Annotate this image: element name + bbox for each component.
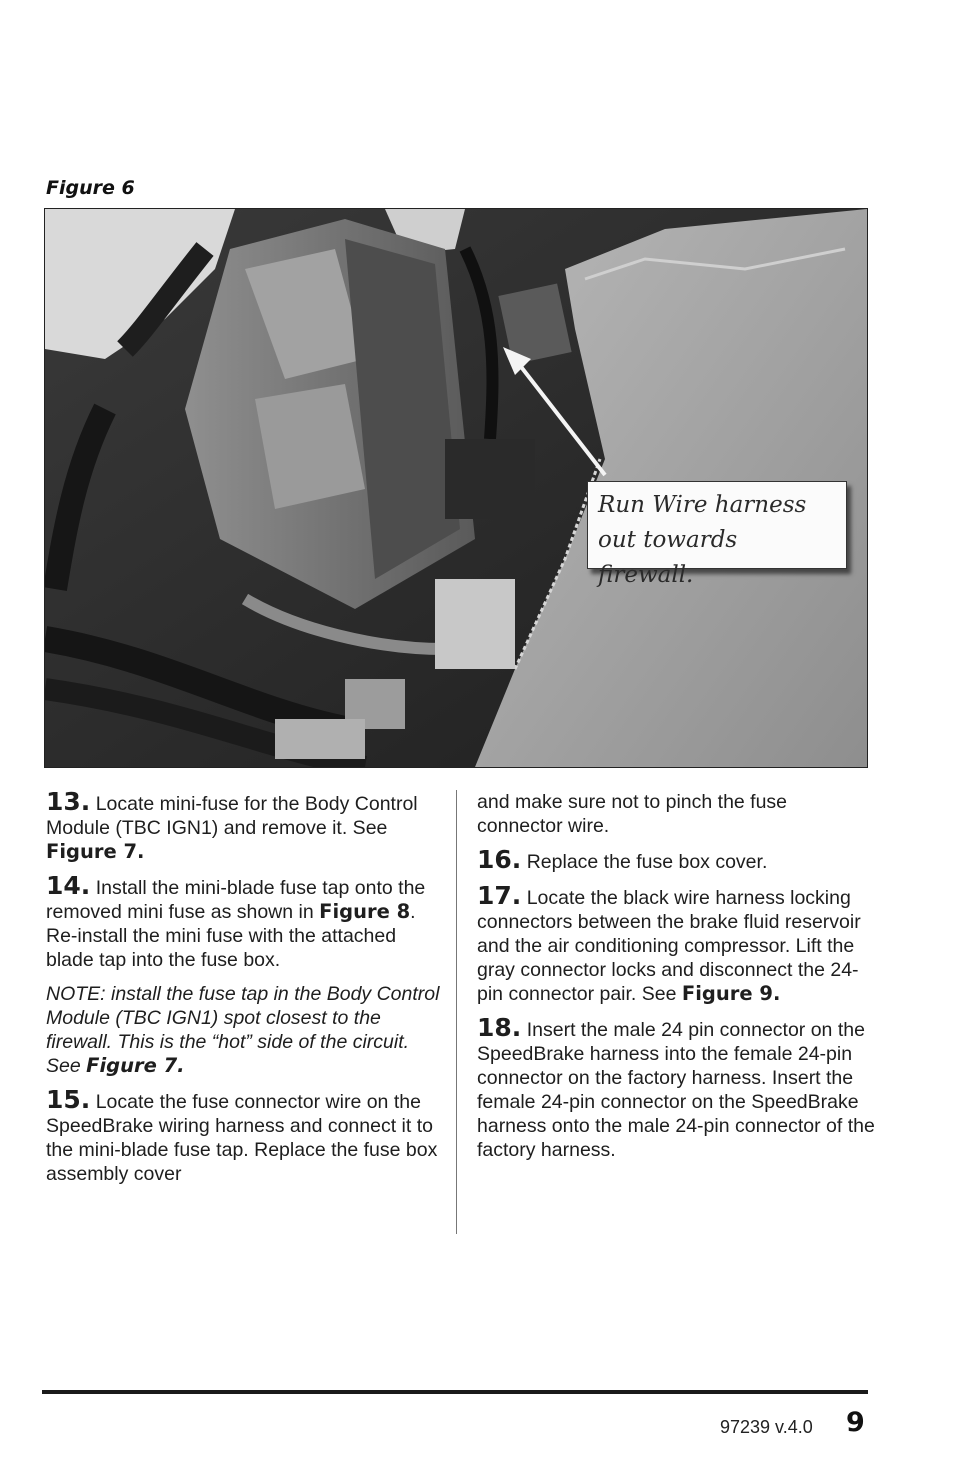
note-text: NOTE: install the fuse tap in the Body Control Module (TBC IGN1) spot closest to the firewall. This is the “hot” side of the circuit. See xyxy=(46,983,440,1077)
column-divider xyxy=(456,790,457,1234)
step-text: Locate the fuse connector wire on the SpeedBrake wiring harness and connect it to the mini-blade fuse tap. Replace the fuse box assembly cover xyxy=(46,1091,438,1185)
photo-callout xyxy=(587,481,847,588)
step-number: 17. xyxy=(477,881,522,910)
step-number: 18. xyxy=(477,1013,522,1042)
figure-reference: Figure 9 xyxy=(681,982,773,1005)
step-text-end: . Re-install the mini fuse with the attached blade tap into the fuse box. xyxy=(46,901,416,971)
step-text: Locate the black wire harness locking connectors between the brake fluid reservoir and the air conditioning compressor. Lift the gray connector locks and disconnect the 24-pin connector pair. See xyxy=(477,887,861,1005)
figure-reference: Figure 8 xyxy=(319,900,411,923)
step-16 xyxy=(477,845,877,874)
step-number: 15. xyxy=(46,1085,91,1114)
document-version: 97239 v.4.0 xyxy=(720,1417,813,1437)
figure-reference: Figure 7 xyxy=(46,840,138,863)
footer-rule xyxy=(42,1390,868,1394)
install-note xyxy=(46,982,440,1078)
right-column xyxy=(477,790,877,1172)
step-text: Install the mini-blade fuse tap onto the removed mini fuse as shown in xyxy=(46,877,426,923)
step-18 xyxy=(477,1013,877,1162)
page-number: 9 xyxy=(846,1407,865,1438)
step-17 xyxy=(477,881,877,1006)
callout-line-2: out towards firewall. xyxy=(598,527,738,588)
callout-line-1: Run Wire harness xyxy=(598,492,807,518)
step-15 xyxy=(46,1085,440,1186)
step-15-continued: and make sure not to pinch the fuse connector wire. xyxy=(477,791,788,837)
step-number: 13. xyxy=(46,787,91,816)
left-column xyxy=(46,787,440,1196)
step-text-end: . xyxy=(137,840,145,863)
step-number: 14. xyxy=(46,871,91,900)
engine-bay-photo xyxy=(44,208,868,768)
figure-reference: Figure 7. xyxy=(86,1054,185,1077)
step-text: Locate mini-fuse for the Body Control Module (TBC IGN1) and remove it. See xyxy=(46,793,418,839)
step-text: Insert the male 24 pin connector on the SpeedBrake harness into the female 24-pin connector on the factory harness. Insert the female 24-pin connector on the SpeedBrake harness onto the male 24-pin connector of the factory harness. xyxy=(477,1019,875,1161)
step-text: Replace the fuse box cover. xyxy=(521,851,768,873)
step-13 xyxy=(46,787,440,864)
step-14 xyxy=(46,871,440,972)
figure-caption: Figure 6 xyxy=(46,177,135,199)
step-number: 16. xyxy=(477,845,522,874)
step-text-end: . xyxy=(772,982,781,1005)
